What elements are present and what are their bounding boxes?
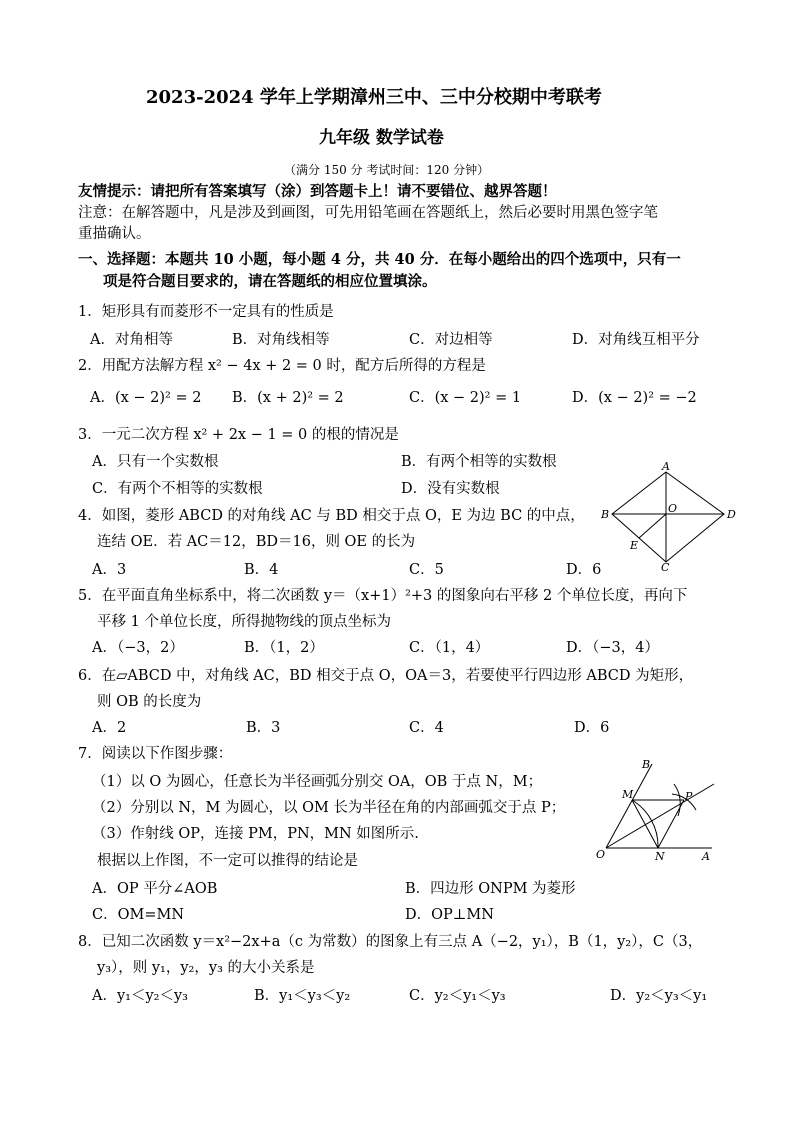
q4-option-b: B．4 [244,562,279,578]
q8-option-c: C．y₂＜y₁＜y₃ [409,988,506,1004]
q4-stem-1: 4．如图，菱形 ABCD 的对角线 AC 与 BD 相交于点 O，E 为边 BC 的中点， [78,508,585,524]
section-heading-2: 项是符合题目要求的，请在答题纸的相应位置填涂。 [103,273,437,290]
label-p: P [685,790,693,803]
q7-option-b: B．四边形 ONPM 为菱形 [405,881,576,897]
q6-option-a: A．2 [92,720,127,736]
q1-stem: 1．矩形具有而菱形不一定具有的性质是 [78,304,334,320]
q6-stem-2: 则 OB 的长度为 [97,694,202,710]
q3-option-b: B．有两个相等的实数根 [401,454,557,470]
label-m: M [622,788,634,801]
q6-option-d: D．6 [574,720,610,736]
q2-stem: 2．用配方法解方程 x² − 4x + 2 = 0 时，配方后所得的方程是 [78,358,486,374]
q5-stem-1: 5．在平面直角坐标系中，将二次函数 y＝（x+1）²+3 的图象向右平移 2 个单位长度，再向下 [78,588,688,604]
q8-stem-2: y₃），则 y₁，y₂，y₃ 的大小关系是 [97,960,315,976]
q7-conclusion: 根据以上作图，不一定可以推得的结论是 [97,853,358,869]
q1-option-b: B．对角线相等 [232,332,330,348]
q8-stem-1: 8．已知二次函数 y＝x²−2x+a（c 为常数）的图象上有三点 A（−2，y₁），B（1，y₂），C（3， [78,934,703,950]
q6-option-c: C．4 [409,720,444,736]
q3-option-c: C．有两个不相等的实数根 [92,481,263,497]
exam-meta: （满分 150 分 考试时间：120 分钟） [284,163,490,177]
q8-option-a: A．y₁＜y₂＜y₃ [92,988,188,1004]
label-e: E [630,539,639,552]
q7-option-d: D．OP⊥MN [405,907,494,923]
label-b2: B [642,758,651,771]
q4-option-d: D．6 [566,562,602,578]
q5-option-d: D．（−3，4） [566,640,659,656]
rhombus-outline [612,472,724,562]
ray-ob [606,764,652,848]
q7-stem: 7．阅读以下作图步骤： [78,746,233,762]
label-n: N [655,850,665,863]
label-a: A [662,460,670,473]
label-a2: A [702,850,710,863]
q3-option-a: A．只有一个实数根 [92,454,219,470]
q7-step-1: （1）以 O 为圆心，任意长为半径画弧分别交 OA，OB 于点 N，M； [92,774,543,790]
q2-option-c: C．(x − 2)² = 1 [409,390,522,406]
q1-option-a: A．对角相等 [90,332,173,348]
label-c: C [661,561,670,572]
q8-option-d: D．y₂＜y₃＜y₁ [610,988,708,1004]
label-b: B [601,508,610,521]
label-o: O [668,502,678,515]
q7-option-c: C．OM=MN [92,907,185,923]
q4-option-a: A．3 [92,562,127,578]
angle-construction-figure [592,754,718,866]
q8-option-b: B．y₁＜y₃＜y₂ [254,988,351,1004]
q7-option-a: A．OP 平分∠AOB [92,881,218,897]
label-d: D [727,508,736,521]
q6-stem-1: 6．在▱ABCD 中，对角线 AC，BD 相交于点 O，OA＝3，若要使平行四边形 ABCD 为矩形， [78,668,694,684]
q5-option-c: C．（1，4） [409,640,490,656]
q6-option-b: B．3 [246,720,281,736]
segment-oe [639,514,666,538]
q3-stem: 3．一元二次方程 x² + 2x − 1 = 0 的根的情况是 [78,427,399,443]
q2-option-a: A．(x − 2)² = 2 [90,390,202,406]
exam-subtitle: 九年级 数学试卷 [319,128,444,148]
exam-title: 2023-2024 学年上学期漳州三中、三中分校期中考联考 [146,87,602,108]
note-line-1: 注意：在解答题中，凡是涉及到画图，可先用铅笔画在答题纸上，然后必要时用黑色签字笔 [78,205,658,221]
tip-text: 友情提示：请把所有答案填写（涂）到答题卡上！请不要错位、越界答题！ [78,183,557,200]
q7-step-2: （2）分别以 N，M 为圆心，以 OM 长为半径在角的内部画弧交于点 P； [92,800,566,816]
label-o2: O [596,848,606,861]
q5-option-b: B．（1，2） [244,640,324,656]
q1-option-c: C．对边相等 [409,332,493,348]
q5-option-a: A．（−3，2） [92,640,184,656]
q5-stem-2: 平移 1 个单位长度，所得抛物线的顶点坐标为 [97,614,391,630]
section-heading-1: 一、选择题：本题共 10 小题，每小题 4 分，共 40 分．在每小题给出的四个选项中，只有一 [78,251,681,268]
q2-option-d: D．(x − 2)² = −2 [572,390,697,406]
segment-mn [632,800,658,848]
q3-option-d: D．没有实数根 [401,481,500,497]
note-line-2: 重描确认。 [78,226,151,242]
rhombus-figure [596,458,740,572]
q1-option-d: D．对角线互相平分 [572,332,700,348]
q4-stem-2: 连结 OE．若 AC＝12，BD＝16，则 OE 的长为 [97,534,416,550]
q2-option-b: B．(x + 2)² = 2 [232,390,344,406]
q7-step-3: （3）作射线 OP，连接 PM，PN，MN 如图所示. [92,826,419,842]
q4-option-c: C．5 [409,562,444,578]
